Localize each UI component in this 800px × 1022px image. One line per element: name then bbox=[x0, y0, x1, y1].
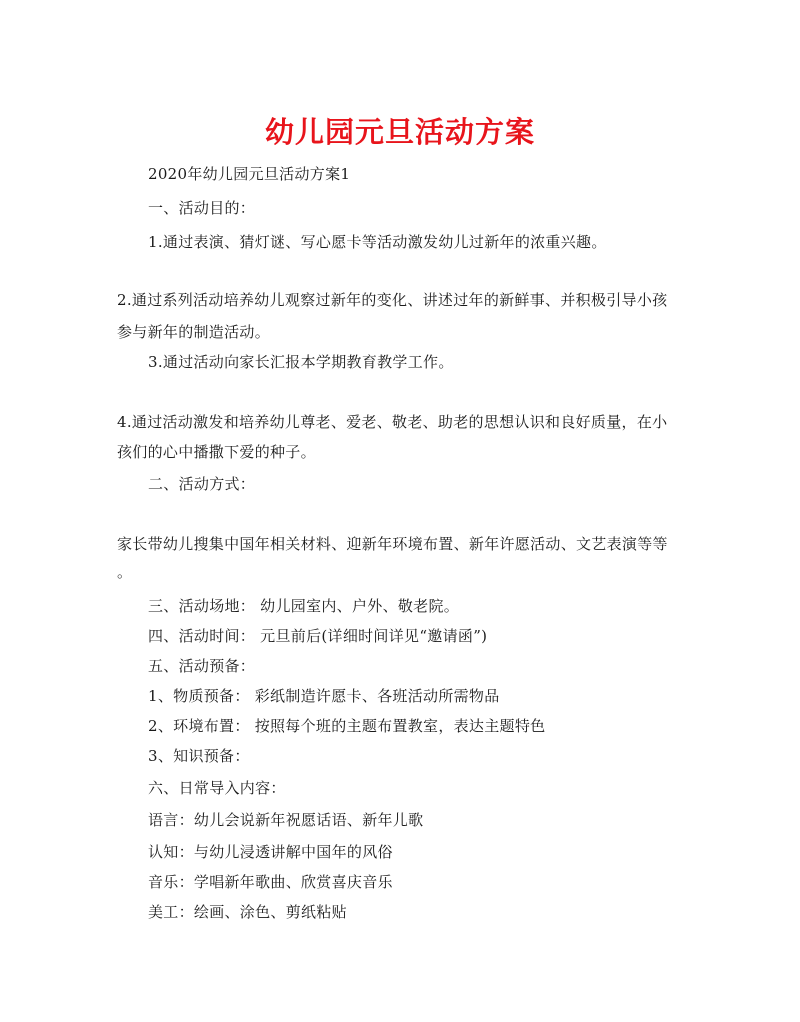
section-heading: 四、活动时间： 元旦前后(详细时间详见“邀请函”) bbox=[148, 627, 488, 645]
list-item: 语言：幼儿会说新年祝愿话语、新年儿歌 bbox=[148, 811, 424, 829]
paragraph-line: 。 bbox=[117, 563, 133, 581]
paragraph-line: 1.通过表演、猜灯谜、写心愿卡等活动激发幼儿过新年的浓重兴趣。 bbox=[148, 233, 607, 251]
list-item: 3、知识预备： bbox=[148, 747, 250, 765]
paragraph-line: 2.通过系列活动培养幼儿观察过新年的变化、讲述过年的新鲜事、并积极引导小孩 bbox=[117, 291, 668, 309]
section-heading: 五、活动预备： bbox=[148, 657, 256, 675]
list-item: 2、环境布置： 按照每个班的主题布置教室，表达主题特色 bbox=[148, 717, 546, 735]
paragraph-line: 家长带幼儿搜集中国年相关材料、迎新年环境布置、新年许愿活动、文艺表演等等 bbox=[117, 535, 668, 553]
list-item: 1、物质预备： 彩纸制造许愿卡、各班活动所需物品 bbox=[148, 687, 500, 705]
section-heading: 一、活动目的： bbox=[148, 199, 256, 217]
paragraph-line: 4.通过活动激发和培养幼儿尊老、爱老、敬老、助老的思想认识和良好质量，在小 bbox=[117, 413, 668, 431]
list-item: 美工：绘画、涂色、剪纸粘贴 bbox=[148, 903, 347, 921]
paragraph-line: 3.通过活动向家长汇报本学期教育教学工作。 bbox=[148, 353, 454, 371]
document-title: 幼儿园元旦活动方案 bbox=[264, 115, 535, 149]
paragraph-line: 孩们的心中播撒下爱的种子。 bbox=[117, 443, 316, 461]
list-item: 认知：与幼儿浸透讲解中国年的风俗 bbox=[148, 843, 393, 861]
section-heading: 二、活动方式： bbox=[148, 475, 256, 493]
paragraph-line: 参与新年的制造活动。 bbox=[117, 323, 271, 341]
subtitle-line: 2020年幼儿园元旦活动方案1 bbox=[148, 165, 351, 183]
section-heading: 三、活动场地： 幼儿园室内、户外、敬老院。 bbox=[148, 597, 460, 615]
list-item: 音乐：学唱新年歌曲、欣赏喜庆音乐 bbox=[148, 873, 393, 891]
section-heading: 六、日常导入内容： bbox=[148, 779, 286, 797]
